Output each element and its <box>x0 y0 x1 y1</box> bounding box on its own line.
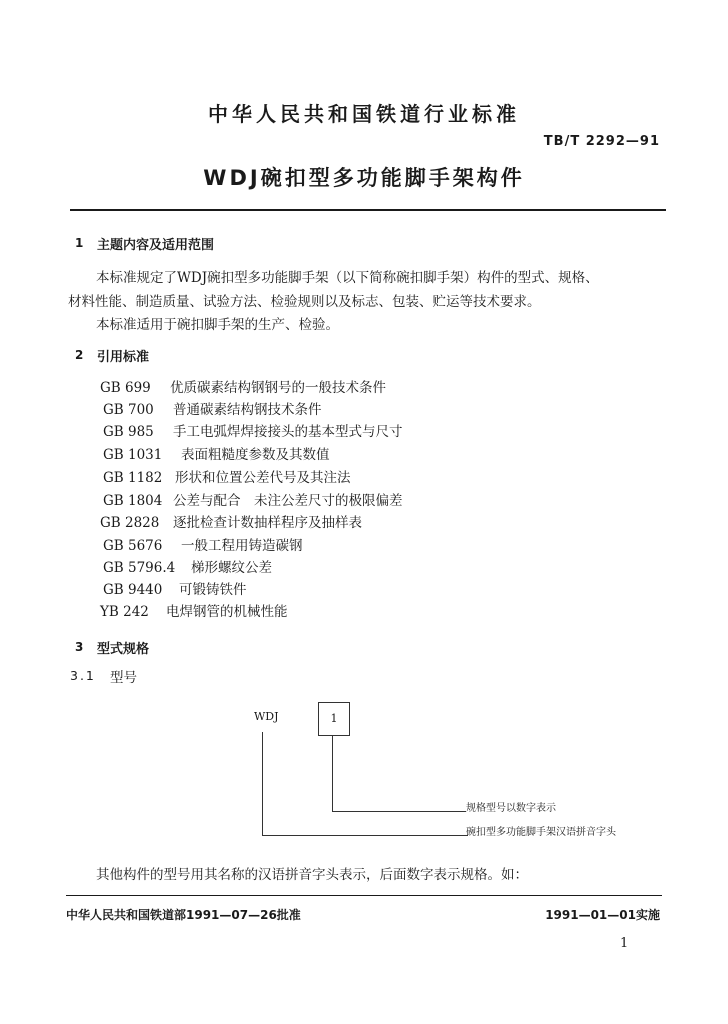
diagram-leader-prefix-horizontal <box>262 835 468 836</box>
ref-item: GB 1804 公差与配合 未注公差尺寸的极限偏差 <box>103 493 403 509</box>
section1-heading: 主题内容及适用范围 <box>97 238 215 253</box>
ref-item: GB 5796.4 梯形螺纹公差 <box>103 560 272 576</box>
page-number: 1 <box>620 936 629 951</box>
diagram-leader-spec-horizontal <box>332 811 466 812</box>
ref-item: GB 9440 可锻铸铁件 <box>103 582 247 598</box>
ref-item: GB 699 优质碳素结构钢钢号的一般技术条件 <box>100 380 386 396</box>
subsection-number: 3.1 <box>70 668 96 683</box>
section2-number: 2 <box>75 348 84 362</box>
ref-item: YB 242 电焊钢管的机械性能 <box>100 604 288 620</box>
section3-after-text: 其他构件的型号用其名称的汉语拼音字头表示，后面数字表示规格。如： <box>96 867 528 883</box>
ref-item: GB 2828 逐批检查计数抽样程序及抽样表 <box>100 515 362 531</box>
footer-rule <box>66 895 662 896</box>
label-spec: 规格型号以数字表示 <box>466 803 556 814</box>
effective-date: 1991—01—01实施 <box>545 908 660 922</box>
model-spec-box: 1 <box>318 702 350 736</box>
section3-heading: 型式规格 <box>97 642 150 657</box>
section1-para2: 本标准适用于碗扣脚手架的生产、检验。 <box>96 317 339 333</box>
diagram-leader-prefix-vertical <box>262 732 263 836</box>
ref-item: GB 1031 表面粗糙度参数及其数值 <box>103 447 330 463</box>
section1-para1-line2: 材料性能、制造质量、试验方法、检验规则以及标志、包装、贮运等技术要求。 <box>68 294 541 310</box>
approval-text: 中华人民共和国铁道部1991—07—26批准 <box>66 908 301 922</box>
doc-title: WDJ碗扣型多功能脚手架构件 <box>203 166 525 190</box>
header-rule <box>70 209 666 211</box>
ref-item: GB 1182 形状和位置公差代号及其注法 <box>103 470 351 486</box>
subsection-heading: 型号 <box>110 670 137 686</box>
diagram-leader-spec-vertical <box>332 736 333 812</box>
section3-number: 3 <box>75 640 84 654</box>
org-title: 中华人民共和国铁道行业标准 <box>208 102 520 126</box>
section1-number: 1 <box>75 236 84 250</box>
label-name: 碗扣型多功能脚手架汉语拼音字头 <box>466 827 616 838</box>
ref-item: GB 5676 一般工程用铸造碳钢 <box>103 538 303 554</box>
standard-number: TB/T 2292—91 <box>543 134 660 149</box>
section1-para1-line1: 本标准规定了WDJ碗扣型多功能脚手架（以下简称碗扣脚手架）构件的型式、规格、 <box>96 270 599 286</box>
ref-item: GB 700 普通碳素结构钢技术条件 <box>103 402 322 418</box>
model-prefix: WDJ <box>254 710 279 723</box>
ref-item: GB 985 手工电弧焊焊接接头的基本型式与尺寸 <box>103 424 403 440</box>
section2-heading: 引用标准 <box>97 350 150 365</box>
